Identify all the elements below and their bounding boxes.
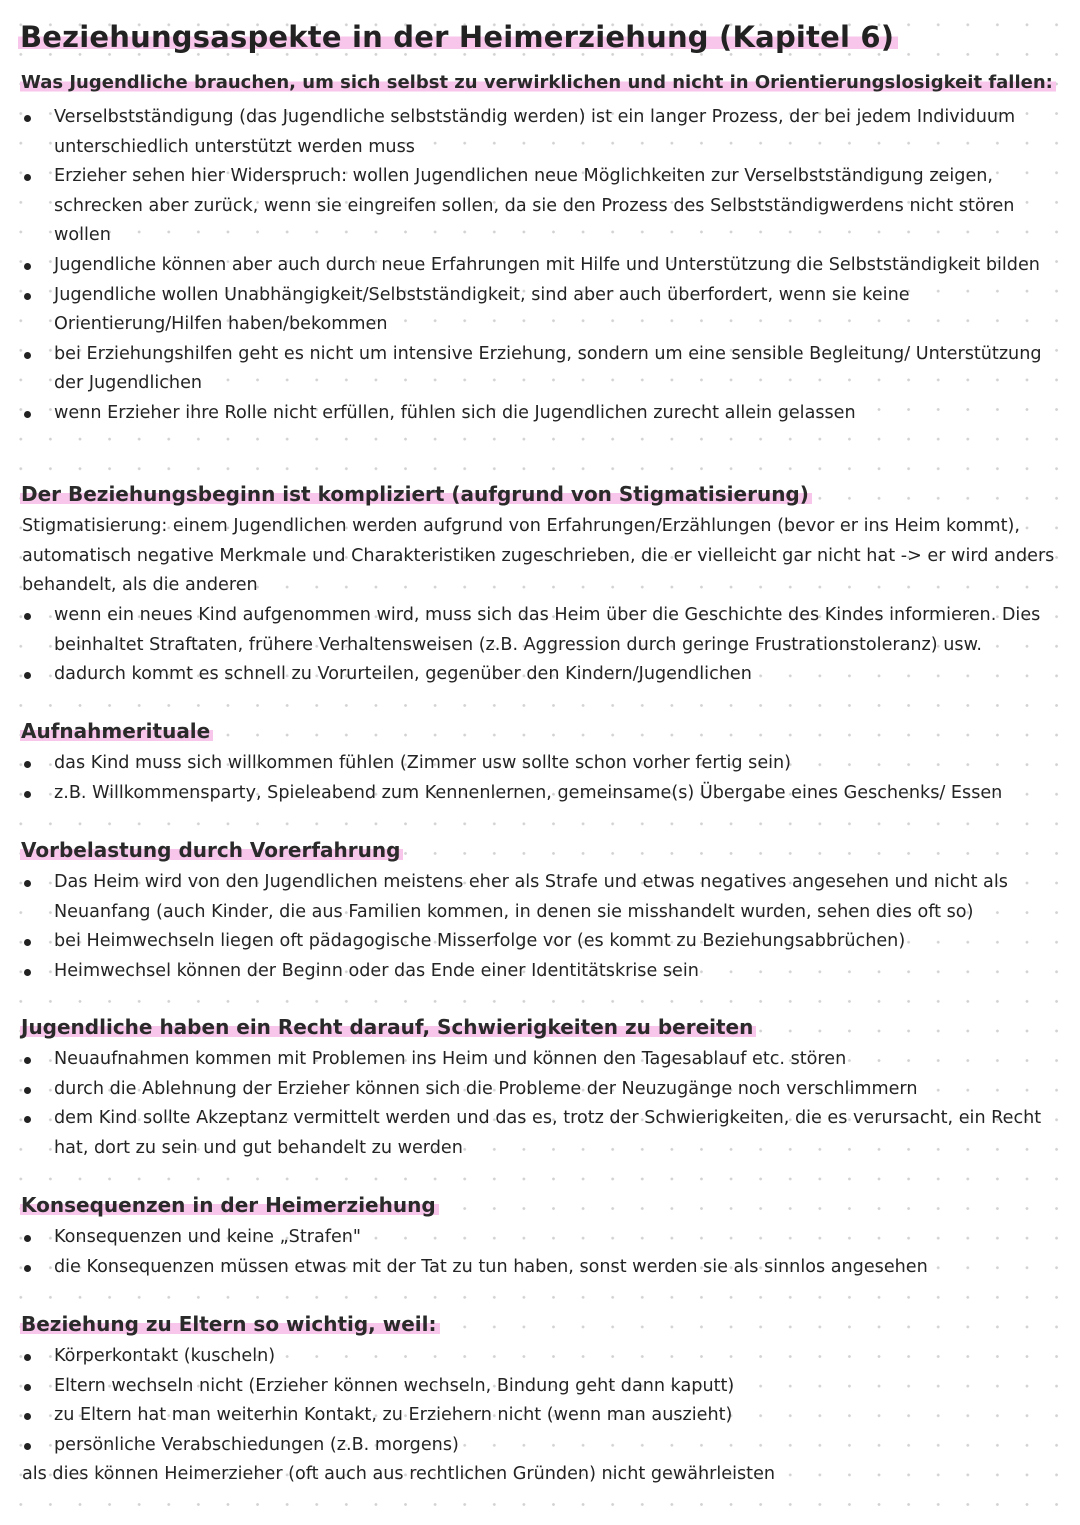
section-heading-needs: Was Jugendliche brauchen, um sich selbst zu verwirklichen und nicht in Orientierungslosigkeit fallen: [20,72,1056,93]
list-item: Jugendliche können aber auch durch neue Erfahrungen mit Hilfe und Unterstützung die Selbstständigkeit bilden [22,251,1062,281]
section-heading-consequences: Konsequenzen in der Heimerziehung [20,1193,439,1217]
right-to-difficulties-list [22,1045,1062,1163]
list-item: Eltern wechseln nicht (Erzieher können wechseln, Bindung geht dann kaputt) [22,1372,1062,1402]
list-item: wenn ein neues Kind aufgenommen wird, muss sich das Heim über die Geschichte des Kindes informieren. Dies beinhaltet Straftaten, frühere Verhaltensweisen (z.B. Aggression durch geringe Frustrationstoleranz) usw. [22,601,1062,660]
list-item: durch die Ablehnung der Erzieher können sich die Probleme der Neuzugänge noch verschlimmern [22,1075,1062,1105]
section-heading-prior-burden: Vorbelastung durch Vorerfahrung [20,838,403,862]
admission-rituals-list [22,749,1062,808]
list-item: die Konsequenzen müssen etwas mit der Tat zu tun haben, sonst werden sie als sinnlos angesehen [22,1253,1062,1283]
list-item: Neuaufnahmen kommen mit Problemen ins Heim und können den Tagesablauf etc. stören [22,1045,1062,1075]
list-item: bei Erziehungshilfen geht es nicht um intensive Erziehung, sondern um eine sensible Begleitung/ Unterstützung der Jugendlichen [22,340,1062,399]
needs-list [22,103,1062,429]
page-title: Beziehungsaspekte in der Heimerziehung (Kapitel 6) [18,20,898,54]
parents-footnote: als dies können Heimerzieher (oft auch aus rechtlichen Gründen) nicht gewährleisten [22,1464,776,1484]
list-item: Körperkontakt (kuscheln) [22,1342,1062,1372]
list-item: Konsequenzen und keine „Strafen" [22,1223,1062,1253]
list-item: Erzieher sehen hier Widerspruch: wollen Jugendlichen neue Möglichkeiten zur Verselbstständigung zeigen, schrecken aber zurück, wenn sie eingreifen sollen, da sie den Prozess des Selbstständigwerdens nicht stören wollen [22,162,1062,251]
list-item: dadurch kommt es schnell zu Vorurteilen, gegenüber den Kindern/Jugendlichen [22,660,1062,690]
parents-list [22,1342,1062,1460]
list-item: das Kind muss sich willkommen fühlen (Zimmer usw sollte schon vorher fertig sein) [22,749,1062,779]
section-heading-parents: Beziehung zu Eltern so wichtig, weil: [20,1312,440,1336]
consequences-list [22,1223,1062,1282]
list-item: z.B. Willkommensparty, Spieleabend zum Kennenlernen, gemeinsame(s) Übergabe eines Geschenks/ Essen [22,779,1062,809]
list-item: Verselbstständigung (das Jugendliche selbstständig werden) ist ein langer Prozess, der bei jedem Individuum unterschiedlich unterstützt werden muss [22,103,1062,162]
list-item: persönliche Verabschiedungen (z.B. morgens) [22,1431,1062,1461]
section-heading-right-to-difficulties: Jugendliche haben ein Recht darauf, Schwierigkeiten zu bereiten [20,1015,756,1039]
list-item: wenn Erzieher ihre Rolle nicht erfüllen, fühlen sich die Jugendlichen zurecht allein gelassen [22,399,1062,429]
list-item: Jugendliche wollen Unabhängigkeit/Selbstständigkeit, sind aber auch überfordert, wenn sie keine Orientierung/Hilfen haben/bekommen [22,281,1062,340]
list-item: zu Eltern hat man weiterhin Kontakt, zu Erziehern nicht (wenn man auszieht) [22,1401,1062,1431]
list-item: Heimwechsel können der Beginn oder das Ende einer Identitätskrise sein [22,957,1062,987]
relationship-start-list [22,601,1062,690]
prior-burden-list [22,868,1062,986]
list-item: dem Kind sollte Akzeptanz vermittelt werden und das es, trotz der Schwierigkeiten, die es verursacht, ein Recht hat, dort zu sein und gut behandelt zu werden [22,1104,1062,1163]
section-heading-relationship-start: Der Beziehungsbeginn ist kompliziert (aufgrund von Stigmatisierung) [20,482,812,506]
list-item: bei Heimwechseln liegen oft pädagogische Misserfolge vor (es kommt zu Beziehungsabbrüchen) [22,927,1062,957]
stigmatization-definition: Stigmatisierung: einem Jugendlichen werden aufgrund von Erfahrungen/Erzählungen (bevor er ins Heim kommt), automatisch negative Merkmale und Charakteristiken zugeschrieben, die er vielleicht gar nicht hat -> er wird anders behandelt, als die anderen [22,516,1055,596]
list-item: Das Heim wird von den Jugendlichen meistens eher als Strafe und etwas negatives angesehen und nicht als Neuanfang (auch Kinder, die aus Familien kommen, in denen sie misshandelt wurden, sehen dies oft so) [22,868,1062,927]
section-heading-admission-rituals: Aufnahmerituale [20,719,213,743]
